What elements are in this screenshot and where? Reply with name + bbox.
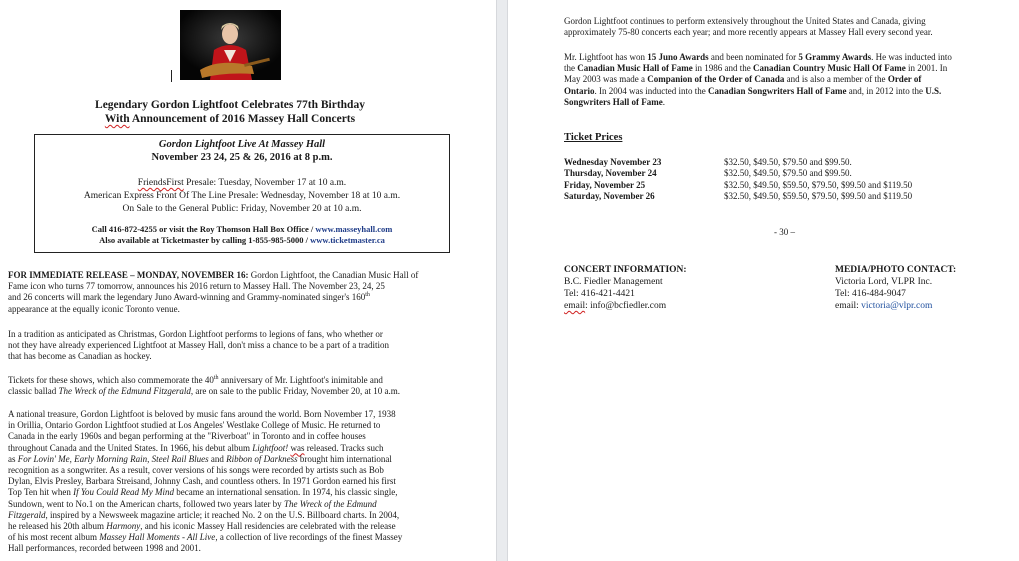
media-contact [835, 264, 956, 312]
paragraph-release: FOR IMMEDIATE RELEASE – MONDAY, NOVEMBER 16: Gordon Lightfoot, the Canadian Music Hall of Fame icon who turns 77 tomorrow, announces his 2016 return to Massey Hall. The November 23, 24, 25 and 26 concerts will mark the legendary Juno Award-winning and Grammy-nominated singer's 160th appearance at the equally iconic Toronto venue. [8, 270, 419, 314]
document-page-right [508, 0, 1019, 561]
headline-line-1: Legendary Gordon Lightfoot Celebrates 77th Birthday [95, 99, 365, 111]
spellcheck-word[interactable]: With [104, 113, 130, 125]
media-email-link[interactable]: victoria@vlpr.com [861, 301, 933, 311]
ticket-price-list: $32.50, $49.50, $59.50, $79.50, $99.50 and $119.50 [724, 180, 913, 190]
masseyhall-link[interactable]: www.masseyhall.com [315, 224, 393, 234]
media-contact-name: Victoria Lord, VLPR Inc. [835, 277, 933, 287]
event-info-box [34, 134, 450, 253]
concert-info-contact [564, 264, 687, 312]
ticketmaster-contact: Also available at Ticketmaster by calling 1-855-985-5000 / www.ticketmaster.ca [99, 235, 385, 245]
presale-friendsfirst: FriendsFirst Presale: Tuesday, November 17 at 10 a.m. [137, 178, 347, 188]
concert-info-heading: CONCERT INFORMATION: [564, 265, 687, 275]
ticket-day: Thursday, November 24 [564, 168, 657, 178]
presale-amex: American Express Front Of The Line Presale: Wednesday, November 18 at 10 a.m. [83, 191, 401, 201]
concert-info-name: B.C. Fiedler Management [564, 277, 663, 287]
concert-info-email: email: info@bcfiedler.com [564, 301, 667, 311]
ticket-day: Friday, November 25 [564, 180, 646, 190]
artist-photo [180, 10, 281, 80]
ticket-price-list: $32.50, $49.50, $59.50, $79.50, $99.50 and $119.50 [724, 191, 913, 201]
text-cursor [171, 70, 172, 82]
box-office-contact: Call 416-872-4255 or visit the Roy Thomson Hall Box Office / www.masseyhall.com [91, 224, 393, 234]
ticket-prices-heading: Ticket Prices [564, 132, 623, 143]
paragraph-tickets: Tickets for these shows, which also commemorate the 40th anniversary of Mr. Lightfoot's inimitable and classic ballad The Wreck of the Edmund Fitzgerald, are on sale to the public Friday, November 20, at 10 a.m. [8, 375, 400, 397]
event-dates: November 23 24, 25 & 26, 2016 at 8 p.m. [151, 152, 333, 163]
end-marker: - 30 – [774, 227, 795, 237]
spellcheck-word[interactable]: FriendsFirst [137, 178, 184, 188]
paragraph-awards: Mr. Lightfoot has won 15 Juno Awards and been nominated for 5 Grammy Awards. He was inducted into the Canadian Music Hall of Fame in 1986 and the Canadian Country Music Hall Of Fame in 2001. In May 2003 was made a Companion of the Order of Canada and is also a member of the Order of Ontario. In 2004 was inducted into the Canadian Songwriters Hall of Fame and, in 2012 into the U.S. Songwriters Hall of Fame. [564, 52, 952, 107]
paragraph-biography: A national treasure, Gordon Lightfoot is beloved by music fans around the world. Born November 17, 1938 in Orillia, Ontario Gordon Lightfoot studied at Los Angeles' Westlake College of Music. He returned to Canada in the early 1960s and began performing at the "Riverboat" in Toronto and in coffee houses throughout Canada and the United States. In 1966, his debut album Lightfoot! was released. Tracks such as For Lovin' Me, Early Morning Rain, Steel Rail Blues and Ribbon of Darkness brought him international recognition as a songwriter. As a result, cover versions of his songs were recorded by artists such as Bob Dylan, Elvis Presley, Barbara Streisand, Johnny Cash, and countless others. In 1971 Gordon earned his first Top Ten hit when If You Could Read My Mind became an international sensation. In 1974, his classic single, Sundown, went to No.1 on the American charts, followed two years later by The Wreck of the Edmund Fitzgerald, inspired by a Newsweek magazine article; it reached No. 2 on the U.S. Billboard charts. In 2004, he released his 20th album Harmony, and his iconic Massey Hall residencies are celebrated with the release of his most recent album Massey Hall Moments - All Live, a collection of live recordings of the finest Massey Hall performances, recorded between 1998 and 2001. [8, 409, 403, 554]
page-gutter [496, 0, 508, 561]
onsale-general: On Sale to the General Public: Friday, November 20 at 10 a.m. [122, 204, 362, 214]
event-title: Gordon Lightfoot Live At Massey Hall [158, 139, 326, 150]
ticket-day: Wednesday November 23 [564, 157, 662, 167]
paragraph-tradition: In a tradition as anticipated as Christmas, Gordon Lightfoot performs to legions of fans, who whether or not they have already experienced Lightfoot at Massey Hall, don't miss a chance to be a part of a tradition that has become as Canadian as hockey. [8, 329, 389, 362]
ticketmaster-link[interactable]: www.ticketmaster.ca [310, 235, 385, 245]
media-contact-heading: MEDIA/PHOTO CONTACT: [835, 265, 957, 275]
headline-line-2: With Announcement of 2016 Massey Hall Concerts [104, 113, 356, 125]
ticket-price-list: $32.50, $49.50, $79.50 and $99.50. [724, 157, 852, 167]
spellcheck-word[interactable]: was [290, 442, 305, 453]
media-contact-email: email: victoria@vlpr.com [835, 301, 933, 311]
concert-info-tel: Tel: 416-421-4421 [564, 289, 635, 299]
media-contact-tel: Tel: 416-484-9047 [835, 289, 906, 299]
document-page-left [0, 0, 496, 561]
spellcheck-word[interactable]: email [564, 301, 586, 311]
paragraph-touring: Gordon Lightfoot continues to perform extensively throughout the United States and Canada, giving approximately 75-80 concerts each year; and more recently appears at Massey Hall every second year. [564, 16, 933, 38]
ticket-price-list: $32.50, $49.50, $79.50 and $99.50. [724, 168, 852, 178]
ticket-day: Saturday, November 26 [564, 191, 655, 201]
